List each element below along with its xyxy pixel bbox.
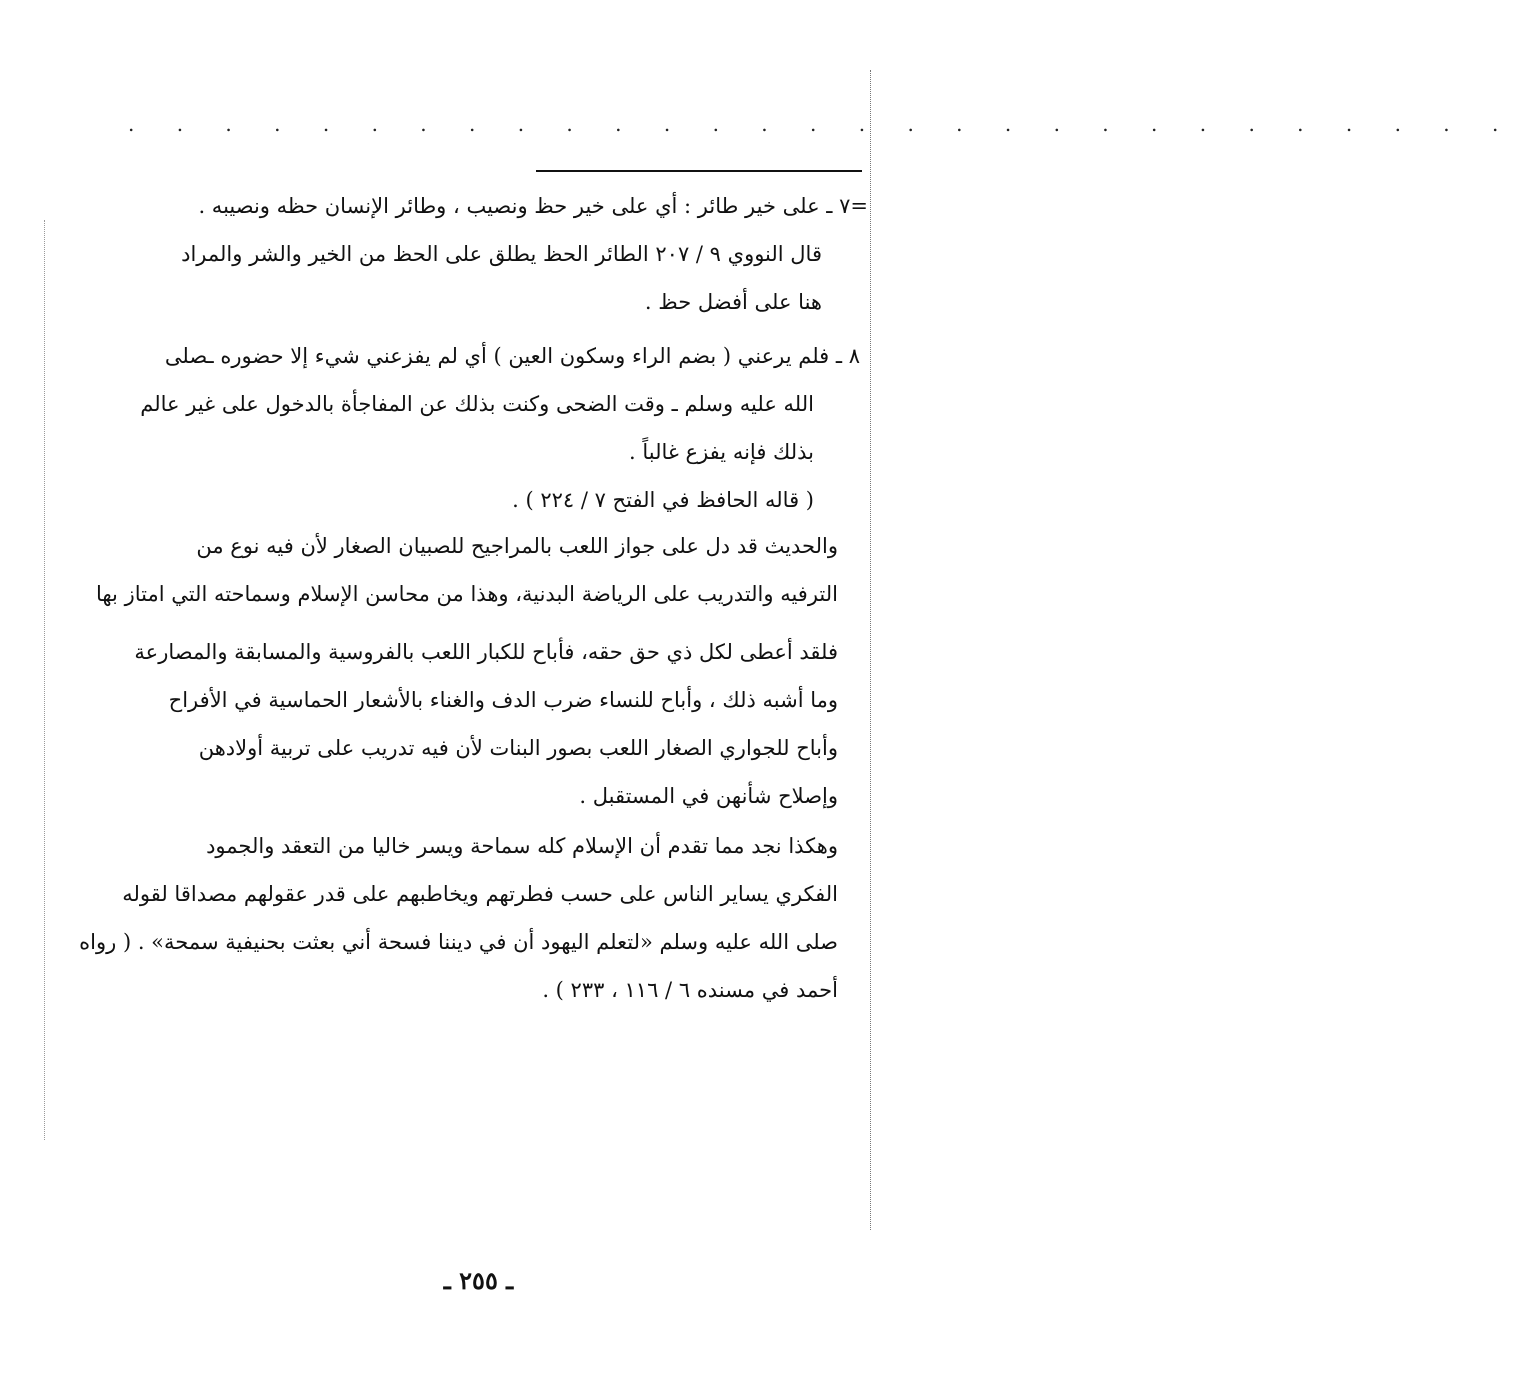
footnote-8-citation: ( قاله الحافظ في الفتح ٧ / ٢٢٤ ) .	[512, 488, 814, 512]
scan-edge-mark-left	[44, 220, 45, 1140]
paragraph-1-line-2: الترفيه والتدريب على الرياضة البدنية، وهذا من محاسن الإسلام وسماحته التي امتاز بها	[95, 582, 838, 606]
footnote-8-line-3: بذلك فإنه يفزع غالباً .	[629, 440, 814, 464]
paragraph-3-line-3: صلى الله عليه وسلم «لتعلم اليهود أن في ديننا فسحة أني بعثت بحنيفية سمحة» . ( رواه	[79, 930, 838, 954]
paragraph-2-line-1: فلقد أعطى لكل ذي حق حقه، فأباح للكبار اللعب بالفروسية والمسابقة والمصارعة	[134, 640, 838, 664]
footnote-7	[108, 182, 868, 326]
paragraph-2	[108, 628, 838, 820]
paragraph-3	[79, 822, 838, 1014]
footnote-8	[108, 332, 860, 524]
paragraph-2-line-2: وما أشبه ذلك ، وأباح للنساء ضرب الدف والغناء بالأشعار الحماسية في الأفراح	[168, 688, 838, 712]
paragraph-3-line-4: أحمد في مسنده ٦ / ١١٦ ، ٢٣٣ ) .	[542, 978, 838, 1002]
footnote-8-line-1: ٨ ـ فلم يرعني ( بضم الراء وسكون العين ) أي لم يفزعني شيء إلا حضوره ـصلى	[164, 344, 860, 368]
page-number: ـ ٢٥٥ ـ	[443, 1266, 514, 1295]
paragraph-3-line-2: الفكري يساير الناس على حسب فطرتهم ويخاطبهم على قدر عقولهم مصداقا لقوله	[122, 882, 838, 906]
paragraph-2-line-3: وأباح للجواري الصغار اللعب بصور البنات لأن فيه تدريب على تربية أولادهن	[198, 736, 838, 760]
footnote-7-line-3: هنا على أفضل حظ .	[644, 290, 822, 314]
footnote-7-line-1: =٧ ـ على خير طائر : أي على خير حظ ونصيب ، وطائر الإنسان حظه ونصيبه .	[198, 194, 868, 218]
footnote-7-line-2: قال النووي ٩ / ٢٠٧ الطائر الحظ يطلق على الحظ من الخير والشر والمراد	[181, 242, 822, 266]
paragraph-1	[95, 522, 838, 618]
paragraph-2-line-4: وإصلاح شأنهن في المستقبل .	[579, 784, 838, 808]
footnote-separator-rule	[536, 170, 862, 172]
paragraph-3-line-1: وهكذا نجد مما تقدم أن الإسلام كله سماحة ويسر خاليا من التعقد والجمود	[206, 834, 838, 858]
paragraph-1-line-1: والحديث قد دل على جواز اللعب بالمراجيح للصبيان الصغار لأن فيه نوع من	[196, 534, 838, 558]
scan-edge-mark-right	[870, 70, 871, 1230]
footnote-8-line-2: الله عليه وسلم ـ وقت الضحى وكنت بذلك عن المفاجأة بالدخول على غير عالم	[140, 392, 814, 416]
header-dot-leader: . . . . . . . . . . . . . . . . . . . . . . . . . . . . .	[128, 112, 1516, 136]
